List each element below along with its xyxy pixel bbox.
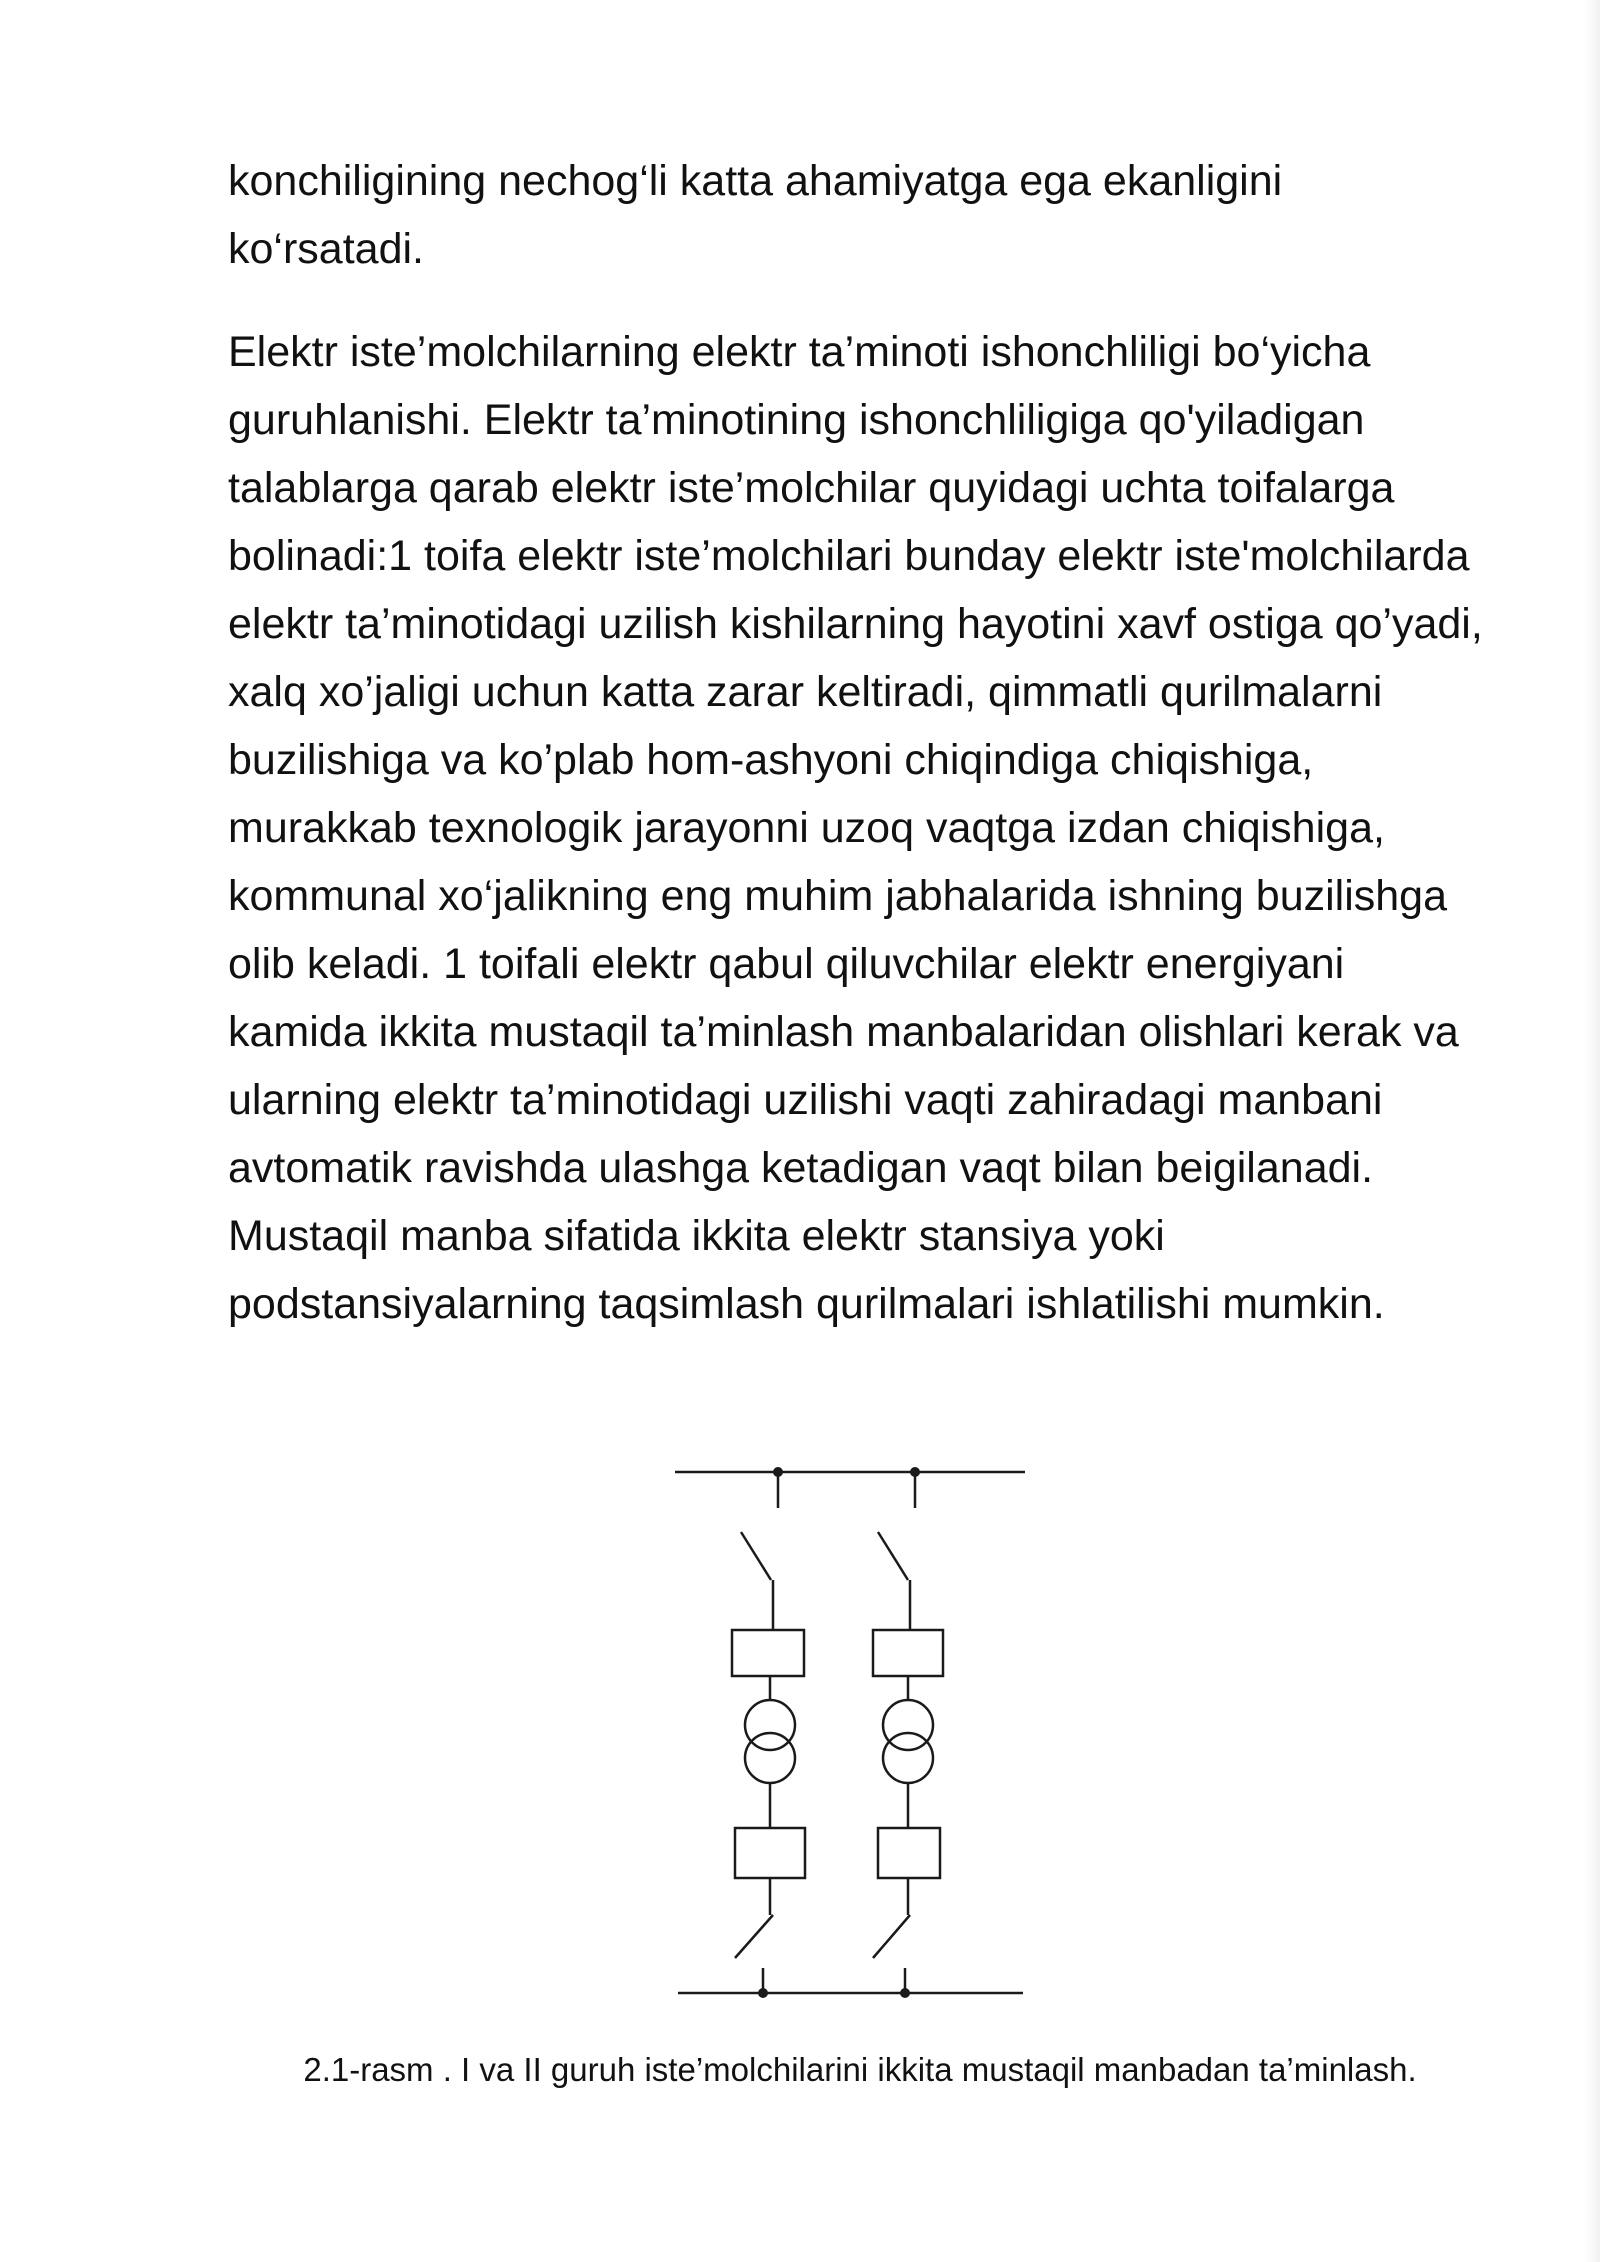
bottom-junction-left <box>758 1988 768 1998</box>
transformer-right-winding-2 <box>883 1733 933 1783</box>
disconnector-right-bottom <box>873 1915 910 1958</box>
breaker-right-bottom <box>878 1828 940 1878</box>
paragraph-continuation: konchiligining nechog‘li katta ahamiyatga ega ekanligini ko‘rsatadi. <box>228 157 1283 273</box>
figure-supply-diagram <box>640 1440 1060 2020</box>
branch-left <box>732 1472 805 1993</box>
figure-caption: 2.1-rasm . I va II guruh iste’molchilarini ikkita mustaqil manbadan ta’minlash. <box>303 2051 1417 2088</box>
disconnector-right-top <box>878 1532 908 1580</box>
bottom-junction-right <box>900 1988 910 1998</box>
branch-right <box>873 1472 943 1993</box>
transformer-left-winding-2 <box>745 1733 795 1783</box>
disconnector-left-top <box>741 1532 771 1580</box>
breaker-right-top <box>873 1630 943 1676</box>
breaker-left-top <box>732 1630 804 1676</box>
paragraph-consumer-groups: Elektr iste’molchilarning elektr ta’minoti ishonchliligi bo‘yicha guruhlanishi. Elektr ta’minotining ishonchliligiga qo'yiladigan talablarga qarab elektr iste’molchilar quyidagi uchta toifalarga bolinadi:1 toifa elektr iste’molchilari bunday elektr iste'molchilarda elektr ta’minotidagi uzilish kishilarning hayotini xavf ostiga qo’yadi, xalq xo’jaligi uchun katta zarar keltiradi, qimmatli qurilmalarni buzilishiga va ko’plab hom-ashyoni chiqindiga chiqishiga, murakkab texnologik jarayonni uzoq vaqtga izdan chiqishiga, kommunal xo‘jalikning eng muhim jabhalarida ishning buzilishga olib keladi. 1 toifali elektr qabul qiluvchilar elektr energiyani kamida ikkita mustaqil ta’minlash manbalaridan olishlari kerak va ularning elektr ta’minotidagi uzilishi vaqti zahiradagi manbani avtomatik ravishda ulashga ketadigan vaqt bilan beigilanadi. Mustaqil manba sifatida ikkita elektr stansiya yoki podstansiyalarning taqsimlash qurilmalari ishlatilishi mumkin. <box>228 328 1483 1328</box>
breaker-left-bottom <box>735 1828 805 1878</box>
transformer-left-winding-1 <box>745 1700 795 1750</box>
transformer-right-winding-1 <box>883 1700 933 1750</box>
two-source-supply-schematic <box>640 1440 1060 2020</box>
disconnector-left-bottom <box>735 1915 773 1958</box>
page-edge-shadow <box>1584 0 1600 2262</box>
